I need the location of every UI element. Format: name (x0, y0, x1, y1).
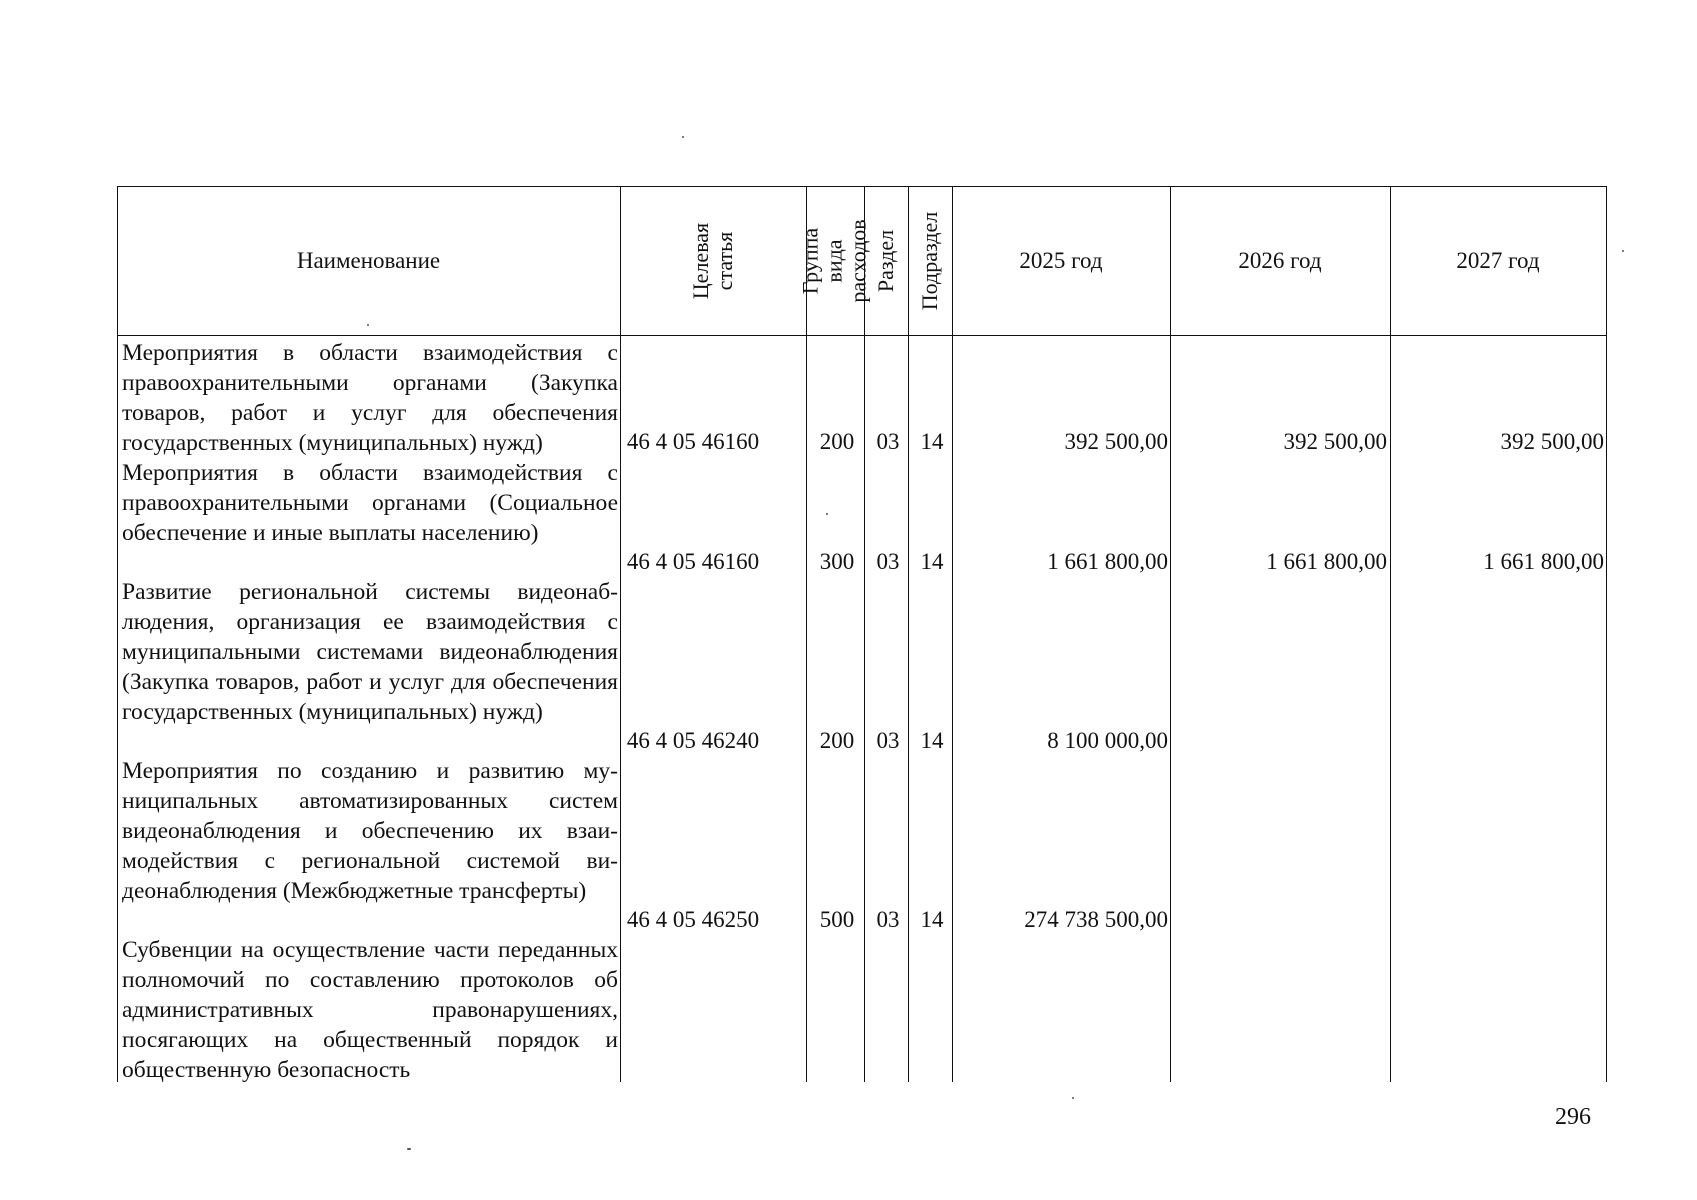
row-target-code: 46 4 05 46250 (626, 907, 760, 932)
table-border-right (1606, 186, 1607, 1082)
row-group: 300 (819, 549, 855, 574)
scan-speck (407, 1148, 411, 1150)
header-2025: 2025 год (1019, 248, 1103, 273)
row-2025-value: 8 100 000,00 (1047, 728, 1168, 753)
row-section: 03 (876, 549, 900, 574)
row-2027-value: 1 661 800,00 (1483, 549, 1604, 574)
row-section: 03 (876, 429, 900, 454)
row-2025-value: 392 500,00 (1064, 429, 1168, 454)
row-target-code: 46 4 05 46240 (626, 728, 760, 753)
table-row-name: Мероприятия в области взаимодействия с правоохранительными органами (Социальное обеспечение и иные выплаты населению) (122, 460, 618, 546)
row-subsection: 14 (920, 728, 944, 753)
header-group (798, 186, 871, 336)
row-group: 500 (819, 907, 855, 932)
row-2027-value: 392 500,00 (1500, 429, 1604, 454)
table-row-name: Мероприятия по созданию и развитию муниципальных автоматизированных систем видеонаблюдения и обеспечению их взаимодействия с региональной системой видеонаблюдения (Межбюджетные трансферты) (122, 758, 618, 904)
header-2027: 2027 год (1456, 248, 1540, 273)
header-subsection (908, 186, 952, 336)
scan-speck (1622, 250, 1624, 252)
row-target-code: 46 4 05 46160 (626, 549, 760, 574)
row-subsection: 14 (920, 549, 944, 574)
header-subsection-text: Подраздел (917, 211, 943, 311)
header-section (864, 186, 908, 336)
scan-speck (826, 513, 828, 515)
row-section: 03 (876, 907, 900, 932)
header-target-text: Целевая статья (688, 222, 737, 300)
scan-speck (682, 136, 684, 138)
row-subsection: 14 (920, 907, 944, 932)
header-section-text: Раздел (873, 229, 899, 293)
header-target (620, 186, 806, 336)
row-2025-value: 274 738 500,00 (1024, 907, 1168, 932)
table-row-name: Мероприятия в области взаимодействия с правоохранительными органами (Закупка товаров, работ и услуг для обеспечения государственных (муниципальных) нужд) (122, 340, 618, 456)
row-group: 200 (819, 429, 855, 454)
table-row-name: Субвенции на осуществление части переданных полномочий по составлению протоколов об административных правонарушениях, посягающих на общественный порядок и общественную безопасность (122, 937, 618, 1083)
row-2025-value: 1 661 800,00 (1047, 549, 1168, 574)
row-group: 200 (819, 728, 855, 753)
scan-speck (1072, 1097, 1074, 1099)
page-number: 296 (1555, 1104, 1591, 1130)
row-subsection: 14 (920, 429, 944, 454)
row-2026-value: 392 500,00 (1283, 429, 1387, 454)
row-target-code: 46 4 05 46160 (626, 429, 760, 454)
header-name: Наименование (296, 248, 441, 273)
header-group-text: Группа вида расходов (798, 219, 871, 303)
row-2026-value: 1 661 800,00 (1266, 549, 1387, 574)
scan-speck (367, 324, 369, 326)
row-section: 03 (876, 728, 900, 753)
budget-table (117, 186, 1606, 1082)
table-row-name: Развитие региональной системы видеонаблюдения, организация ее взаимодействия с муниципальными системами видеонаблюдения (Закупка товаров, работ и услуг для обеспечения государственных (муниципальных) нужд) (122, 579, 618, 725)
header-2026: 2026 год (1238, 248, 1322, 273)
